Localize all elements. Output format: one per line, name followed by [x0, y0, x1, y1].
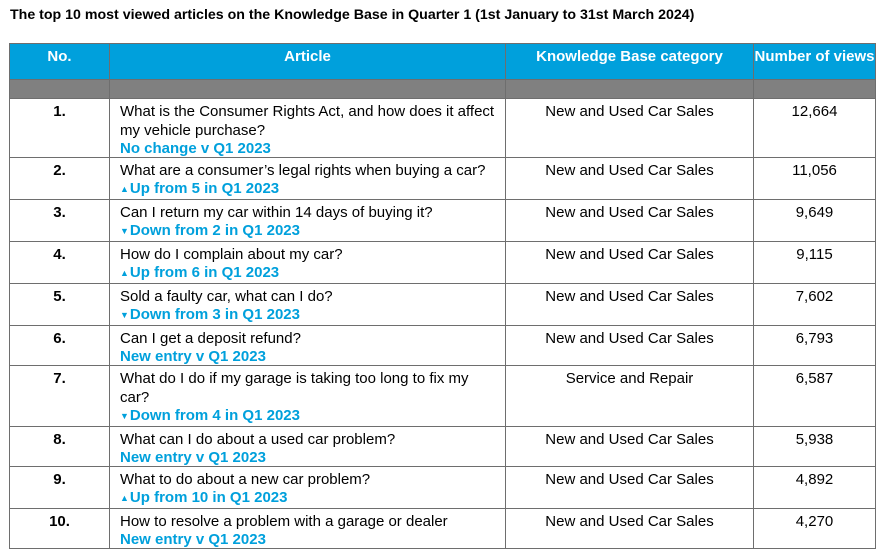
views-cell: 6,793: [754, 326, 876, 366]
category-cell: New and Used Car Sales: [506, 200, 754, 242]
row-number: 3.: [10, 200, 110, 242]
article-title: Can I return my car within 14 days of buying it?: [120, 204, 433, 221]
row-number: 5.: [10, 284, 110, 326]
table-body: [10, 80, 876, 549]
article-cell: [110, 509, 506, 549]
column-header-article: Article: [110, 44, 506, 80]
category-cell: New and Used Car Sales: [506, 158, 754, 200]
article-title: How do I complain about my car?: [120, 246, 343, 263]
category-cell: New and Used Car Sales: [506, 427, 754, 467]
category-cell: New and Used Car Sales: [506, 99, 754, 158]
table-row: [10, 99, 876, 158]
views-cell: 12,664: [754, 99, 876, 158]
column-header-no: No.: [10, 44, 110, 80]
rank-change: [120, 222, 499, 241]
articles-table: [9, 43, 876, 549]
rank-change: [120, 180, 499, 199]
page-title: The top 10 most viewed articles on the Knowledge Base in Quarter 1 (1st January to 31st March 2024): [10, 7, 695, 23]
article-cell: [110, 200, 506, 242]
article-cell: [110, 326, 506, 366]
arrow-down-icon: ▼: [120, 411, 129, 421]
row-number: 1.: [10, 99, 110, 158]
row-number: 7.: [10, 366, 110, 427]
arrow-down-icon: ▼: [120, 226, 129, 236]
article-title: What is the Consumer Rights Act, and how does it affect my vehicle purchase?: [120, 103, 495, 139]
article-title: Sold a faulty car, what can I do?: [120, 288, 333, 305]
rank-change-text: No change v Q1 2023: [120, 140, 271, 157]
table-row: [10, 326, 876, 366]
category-cell: New and Used Car Sales: [506, 326, 754, 366]
rank-change-text: New entry v Q1 2023: [120, 531, 266, 548]
column-header-category: Knowledge Base category: [506, 44, 754, 80]
rank-change: [120, 449, 499, 466]
article-cell: [110, 242, 506, 284]
arrow-up-icon: ▲: [120, 268, 129, 278]
category-cell: New and Used Car Sales: [506, 467, 754, 509]
grey-band-row: [10, 80, 876, 99]
views-cell: 9,649: [754, 200, 876, 242]
table-row: [10, 427, 876, 467]
article-cell: [110, 284, 506, 326]
article-title: What are a consumer’s legal rights when buying a car?: [120, 162, 486, 179]
rank-change-text: Down from 3 in Q1 2023: [129, 306, 300, 323]
rank-change-text: Down from 2 in Q1 2023: [129, 222, 300, 239]
rank-change-text: Up from 6 in Q1 2023: [129, 264, 280, 281]
table-row: [10, 366, 876, 427]
article-title: Can I get a deposit refund?: [120, 330, 301, 347]
rank-change: [120, 489, 499, 508]
row-number: 4.: [10, 242, 110, 284]
rank-change: [120, 306, 499, 325]
arrow-down-icon: ▼: [120, 310, 129, 320]
category-cell: New and Used Car Sales: [506, 242, 754, 284]
views-cell: 5,938: [754, 427, 876, 467]
table-row: [10, 200, 876, 242]
article-cell: [110, 427, 506, 467]
article-title: What to do about a new car problem?: [120, 471, 371, 488]
views-cell: 9,115: [754, 242, 876, 284]
category-cell: New and Used Car Sales: [506, 509, 754, 549]
row-number: 6.: [10, 326, 110, 366]
views-cell: 7,602: [754, 284, 876, 326]
article-title: How to resolve a problem with a garage or dealer: [120, 513, 448, 530]
rank-change-text: Down from 4 in Q1 2023: [129, 407, 300, 424]
rank-change: [120, 140, 499, 157]
views-cell: 4,270: [754, 509, 876, 549]
article-cell: [110, 99, 506, 158]
row-number: 2.: [10, 158, 110, 200]
rank-change-text: New entry v Q1 2023: [120, 449, 266, 466]
rank-change-text: Up from 5 in Q1 2023: [129, 180, 280, 197]
rank-change: [120, 531, 499, 548]
table-header-row: [10, 44, 876, 80]
row-number: 8.: [10, 427, 110, 467]
table-row: [10, 284, 876, 326]
views-cell: 11,056: [754, 158, 876, 200]
article-cell: [110, 366, 506, 427]
rank-change-text: New entry v Q1 2023: [120, 348, 266, 365]
row-number: 9.: [10, 467, 110, 509]
table-row: [10, 242, 876, 284]
column-header-views: Number of views: [754, 44, 876, 80]
rank-change: [120, 264, 499, 283]
views-cell: 4,892: [754, 467, 876, 509]
views-cell: 6,587: [754, 366, 876, 427]
category-cell: New and Used Car Sales: [506, 284, 754, 326]
arrow-up-icon: ▲: [120, 184, 129, 194]
table-row: [10, 509, 876, 549]
article-cell: [110, 158, 506, 200]
rank-change: [120, 348, 499, 365]
table-row: [10, 467, 876, 509]
rank-change: [120, 407, 499, 426]
article-cell: [110, 467, 506, 509]
category-cell: Service and Repair: [506, 366, 754, 427]
arrow-up-icon: ▲: [120, 493, 129, 503]
article-title: What do I do if my garage is taking too long to fix my car?: [120, 370, 469, 406]
row-number: 10.: [10, 509, 110, 549]
article-title: What can I do about a used car problem?: [120, 431, 396, 448]
rank-change-text: Up from 10 in Q1 2023: [129, 489, 288, 506]
table-row: [10, 158, 876, 200]
